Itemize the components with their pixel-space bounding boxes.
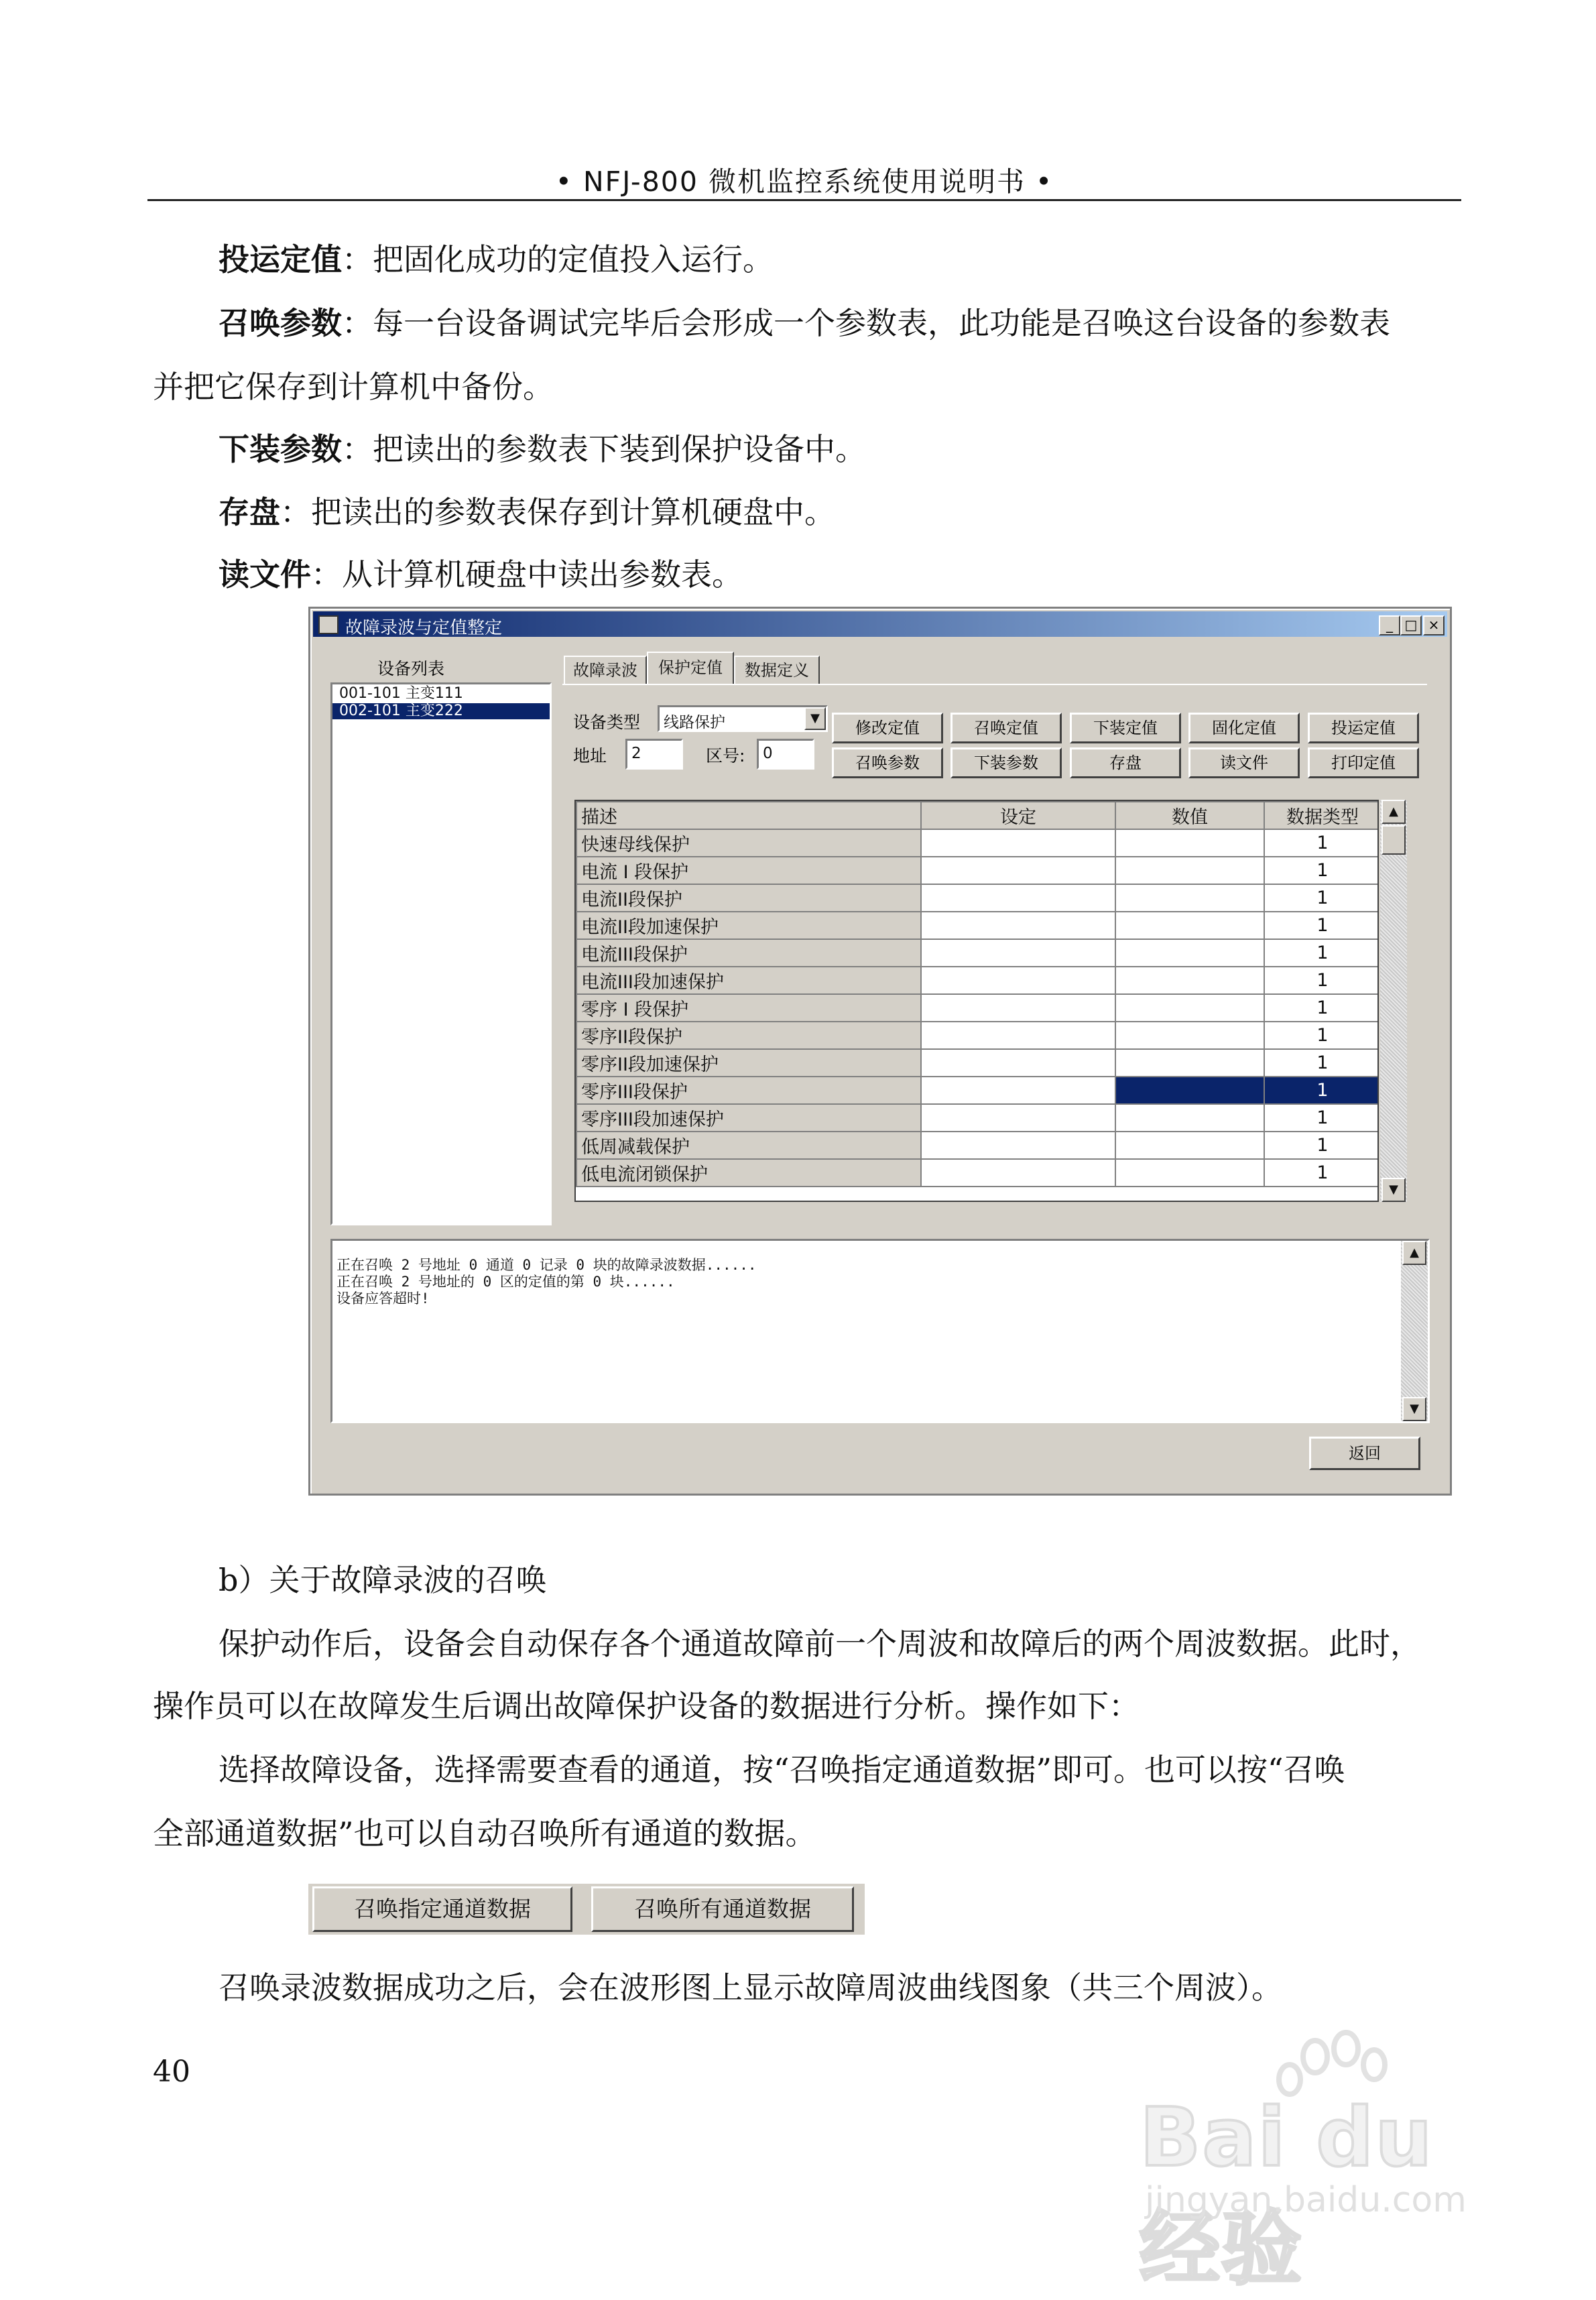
setting-cell[interactable] xyxy=(921,939,1115,967)
type-cell[interactable]: 1 xyxy=(1264,857,1379,884)
page-number: 40 xyxy=(153,2055,190,2089)
watermark-brand: Bai du 经验 xyxy=(1140,2092,1434,2296)
term-cunpan: 存盘 xyxy=(219,494,280,530)
solidify-setting-button[interactable]: 固化定值 xyxy=(1188,713,1300,743)
value-cell[interactable] xyxy=(1115,1132,1264,1159)
grid-scrollbar[interactable] xyxy=(1380,800,1407,1202)
scroll-up-icon[interactable]: ▲ xyxy=(1382,800,1406,824)
setting-cell[interactable] xyxy=(921,1132,1115,1159)
paragraph-cunpan xyxy=(219,494,835,530)
row-desc: 电流III段保护 xyxy=(576,939,921,967)
text-cunpan: ：把读出的参数表保存到计算机硬盘中。 xyxy=(280,494,835,530)
section-b-paragraph-1b: 操作员可以在故障发生后调出故障保护设备的数据进行分析。操作如下： xyxy=(153,1688,1140,1724)
section-b-paragraph-1a: 保护动作后，设备会自动保存各个通道故障前一个周波和故障后的两个周波数据。此时， xyxy=(219,1626,1421,1662)
col-header-desc[interactable]: 描述 xyxy=(576,802,921,829)
call-all-channels-button[interactable]: 召唤所有通道数据 xyxy=(591,1886,854,1932)
close-button[interactable]: × xyxy=(1423,615,1445,635)
device-item-1[interactable]: 001-101 主变111 xyxy=(339,685,463,702)
paragraph-xiazhuang xyxy=(219,431,866,467)
row-desc: 零序III段保护 xyxy=(576,1077,921,1104)
value-cell[interactable] xyxy=(1115,1049,1264,1077)
download-param-button[interactable]: 下装参数 xyxy=(950,747,1062,778)
section-b-paragraph-2b: 全部通道数据”也可以自动召唤所有通道的数据。 xyxy=(153,1815,816,1852)
setting-cell[interactable] xyxy=(921,994,1115,1022)
row-desc: 零序III段加速保护 xyxy=(576,1104,921,1132)
text-touyun: ：把固化成功的定值投入运行。 xyxy=(342,241,774,278)
value-cell[interactable] xyxy=(1115,939,1264,967)
call-specified-channel-button[interactable]: 召唤指定通道数据 xyxy=(312,1886,572,1932)
table-row[interactable] xyxy=(576,884,1379,912)
col-header-type[interactable]: 数据类型 xyxy=(1264,802,1379,829)
tab-fault-record[interactable]: 故障录波 xyxy=(564,656,647,684)
minimize-button[interactable]: _ xyxy=(1379,615,1400,635)
app-icon xyxy=(318,615,339,634)
table-row[interactable] xyxy=(576,1022,1379,1049)
type-cell[interactable]: 1 xyxy=(1264,1159,1379,1187)
type-cell[interactable]: 1 xyxy=(1264,1022,1379,1049)
device-type-value: 线路保护 xyxy=(664,714,725,731)
log-scroll-up-icon[interactable]: ▲ xyxy=(1402,1241,1426,1265)
text-duwenjian: ：从计算机硬盘中读出参数表。 xyxy=(311,556,743,593)
table-row[interactable] xyxy=(576,1159,1379,1187)
paragraph-zhaohuan xyxy=(219,305,1390,341)
address-label: 地址 xyxy=(573,746,607,766)
paragraph-zhaohuan-cont: 并把它保存到计算机中备份。 xyxy=(153,369,554,405)
table-row[interactable] xyxy=(576,1132,1379,1159)
value-cell[interactable] xyxy=(1115,967,1264,994)
setting-cell[interactable] xyxy=(921,1077,1115,1104)
row-desc: 电流 I 段保护 xyxy=(576,857,921,884)
type-cell[interactable]: 1 xyxy=(1264,884,1379,912)
address-input[interactable]: 2 xyxy=(625,739,683,770)
row-desc: 电流II段加速保护 xyxy=(576,912,921,939)
table-row[interactable] xyxy=(576,967,1379,994)
row-desc: 电流II段保护 xyxy=(576,884,921,912)
zone-label: 区号: xyxy=(706,746,745,766)
section-b-paragraph-2a: 选择故障设备，选择需要查看的通道，按“召唤指定通道数据”即可。也可以按“召唤 xyxy=(219,1752,1345,1788)
term-touyun: 投运定值 xyxy=(219,241,342,278)
log-line: 正在召唤 2 号地址的 0 区的定值的第 0 块...... xyxy=(336,1274,675,1290)
setting-cell[interactable] xyxy=(921,1022,1115,1049)
text-zhaohuan: ：每一台设备调试完毕后会形成一个参数表，此功能是召唤这台设备的参数表 xyxy=(342,305,1390,341)
value-cell-selected[interactable] xyxy=(1115,1077,1264,1104)
tab-divider xyxy=(562,684,1427,685)
scroll-down-icon[interactable]: ▼ xyxy=(1382,1178,1406,1202)
paragraph-touyun xyxy=(219,241,774,278)
row-desc: 快速母线保护 xyxy=(576,829,921,857)
table-row-selected[interactable] xyxy=(576,1077,1379,1104)
setting-cell[interactable] xyxy=(921,1049,1115,1077)
term-duwenjian: 读文件 xyxy=(219,556,311,593)
value-cell[interactable] xyxy=(1115,912,1264,939)
log-scroll-down-icon[interactable]: ▼ xyxy=(1402,1397,1426,1421)
download-setting-button[interactable]: 下装定值 xyxy=(1070,713,1181,743)
term-zhaohuan: 召唤参数 xyxy=(219,305,342,341)
type-cell[interactable]: 1 xyxy=(1264,1104,1379,1132)
col-header-setting[interactable]: 设定 xyxy=(921,802,1115,829)
maximize-button[interactable]: □ xyxy=(1400,615,1422,635)
fault-record-window xyxy=(308,607,1452,1496)
type-cell[interactable]: 1 xyxy=(1264,967,1379,994)
type-cell[interactable]: 1 xyxy=(1264,1132,1379,1159)
return-button[interactable]: 返回 xyxy=(1309,1437,1420,1470)
row-desc: 零序II段保护 xyxy=(576,1022,921,1049)
value-cell[interactable] xyxy=(1115,1159,1264,1187)
text-xiazhuang: ：把读出的参数表下装到保护设备中。 xyxy=(342,431,866,467)
table-row[interactable] xyxy=(576,1104,1379,1132)
type-cell[interactable]: 1 xyxy=(1264,994,1379,1022)
type-cell[interactable]: 1 xyxy=(1264,829,1379,857)
window-title: 故障录波与定值整定 xyxy=(345,618,503,638)
device-type-label: 设备类型 xyxy=(573,713,641,732)
setting-cell[interactable] xyxy=(921,967,1115,994)
print-setting-button[interactable]: 打印定值 xyxy=(1308,747,1419,778)
zone-input[interactable]: 0 xyxy=(757,739,814,770)
header-rule xyxy=(147,199,1461,201)
log-output[interactable] xyxy=(330,1239,1430,1423)
value-cell[interactable] xyxy=(1115,994,1264,1022)
type-cell[interactable]: 1 xyxy=(1264,939,1379,967)
read-file-button[interactable]: 读文件 xyxy=(1188,747,1300,778)
type-cell-selected[interactable]: 1 xyxy=(1264,1077,1379,1104)
setting-cell[interactable] xyxy=(921,857,1115,884)
col-header-value[interactable]: 数值 xyxy=(1115,802,1264,829)
setting-cell[interactable] xyxy=(921,1159,1115,1187)
device-type-select[interactable] xyxy=(658,705,828,732)
type-cell[interactable]: 1 xyxy=(1264,912,1379,939)
table-header-row xyxy=(576,802,1379,829)
table-row[interactable] xyxy=(576,939,1379,967)
row-desc: 零序 I 段保护 xyxy=(576,994,921,1022)
log-line: 正在召唤 2 号地址 0 通道 0 记录 0 块的故障录波数据...... xyxy=(336,1257,757,1273)
table-row[interactable] xyxy=(576,857,1379,884)
setting-cell[interactable] xyxy=(921,1104,1115,1132)
row-desc: 低电流闭锁保护 xyxy=(576,1159,921,1187)
chevron-down-icon[interactable]: ▼ xyxy=(804,707,826,730)
section-b-paragraph-3: 召唤录波数据成功之后，会在波形图上显示故障周波曲线图象（共三个周波）。 xyxy=(219,1970,1282,2006)
scroll-thumb[interactable] xyxy=(1382,825,1406,855)
save-disk-button[interactable]: 存盘 xyxy=(1070,747,1181,778)
row-desc: 电流III段加速保护 xyxy=(576,967,921,994)
tab-data-definition[interactable]: 数据定义 xyxy=(734,656,820,684)
watermark-url: jingyan.baidu.com xyxy=(1145,2180,1467,2220)
table-row[interactable] xyxy=(576,994,1379,1022)
call-setting-button[interactable]: 召唤定值 xyxy=(950,713,1062,743)
row-desc: 低周减载保护 xyxy=(576,1132,921,1159)
log-line: 设备应答超时! xyxy=(336,1290,430,1307)
device-list[interactable] xyxy=(330,682,552,1225)
type-cell[interactable]: 1 xyxy=(1264,1049,1379,1077)
settings-table xyxy=(576,801,1379,1187)
value-cell[interactable] xyxy=(1115,1104,1264,1132)
log-scrollbar[interactable] xyxy=(1401,1241,1428,1421)
baidu-watermark xyxy=(1140,2018,1515,2296)
table-row[interactable] xyxy=(576,1049,1379,1077)
value-cell[interactable] xyxy=(1115,829,1264,857)
settings-grid[interactable] xyxy=(574,800,1379,1202)
call-param-button[interactable]: 召唤参数 xyxy=(832,747,943,778)
page-header: • NFJ-800 微机监控系统使用说明书 • xyxy=(555,166,1054,198)
table-row[interactable] xyxy=(576,829,1379,857)
activate-setting-button[interactable]: 投运定值 xyxy=(1308,713,1419,743)
device-list-label: 设备列表 xyxy=(377,659,445,678)
setting-cell[interactable] xyxy=(921,912,1115,939)
call-buttons-strip xyxy=(308,1884,865,1935)
device-item-2[interactable]: 002-101 主变222 xyxy=(332,703,550,719)
modify-setting-button[interactable]: 修改定值 xyxy=(832,713,943,743)
value-cell[interactable] xyxy=(1115,1022,1264,1049)
value-cell[interactable] xyxy=(1115,884,1264,912)
setting-cell[interactable] xyxy=(921,884,1115,912)
term-xiazhuang: 下装参数 xyxy=(219,431,342,467)
paragraph-duwenjian xyxy=(219,556,743,593)
window-titlebar xyxy=(313,611,1447,637)
table-row[interactable] xyxy=(576,912,1379,939)
setting-cell[interactable] xyxy=(921,829,1115,857)
section-b-heading: b）关于故障录波的召唤 xyxy=(219,1562,547,1598)
value-cell[interactable] xyxy=(1115,857,1264,884)
row-desc: 零序II段加速保护 xyxy=(576,1049,921,1077)
tab-protection-settings[interactable]: 保护定值 xyxy=(647,652,734,684)
